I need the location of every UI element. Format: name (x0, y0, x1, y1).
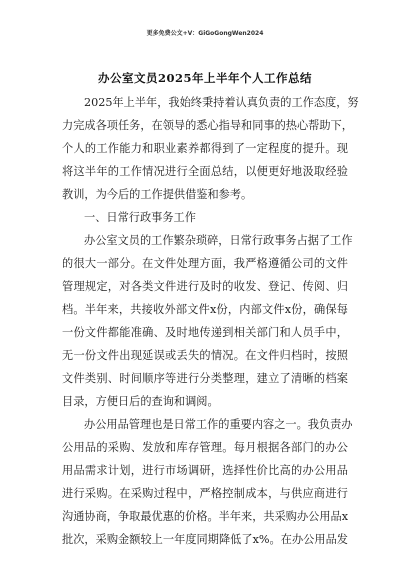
paragraph-line: 批次，采购金额较上一年度同期降低了x%。在办公用品发 (62, 533, 348, 546)
paragraph-line: 无一份文件出现延误或丢失的情况。在文件归档时，按照 (62, 349, 348, 362)
paragraph-line: 管理规定，对各类文件进行及时的收发、登记、传阅、归 (62, 280, 348, 293)
paragraph-line: 将这半年的工作情况进行全面总结，以便更好地汲取经验 (62, 165, 348, 178)
paragraph-line: 目录，方便日后的查询和调阅。 (62, 395, 219, 408)
paragraph-line: 办公室文员的工作繁杂琐碎，日常行政事务占据了工作 (84, 234, 353, 247)
document-title: 办公室文员2025年上半年个人工作总结 (97, 71, 312, 85)
paragraph-line: 办公用品管理也是日常工作的重要内容之一。我负责办 (84, 418, 353, 431)
paragraph-line: 进行采购。在采购过程中，严格控制成本，与供应商进行 (62, 487, 348, 500)
paragraph-line: 力完成各项任务，在领导的悉心指导和同事的热心帮助下， (62, 119, 353, 132)
paragraph-line: 2025年上半年，我始终秉持着认真负责的工作态度，努 (84, 96, 359, 109)
paragraph-line: 文件类别、时间顺序等进行分类整理，建立了清晰的档案 (62, 372, 348, 385)
paragraph-line: 教训，为今后的工作提供借鉴和参考。 (62, 188, 253, 201)
page-header-note: 更多免费公文+V：GiGoGongWen2024 (146, 30, 264, 37)
paragraph-line: 一份文件都能准确、及时地传递到相关部门和人员手中， (62, 326, 348, 339)
paragraph-line: 的很大一部分。在文件处理方面，我严格遵循公司的文件 (62, 257, 348, 270)
paragraph-line: 档。半年来，共接收外部文件x份，内部文件x份，确保每 (62, 303, 348, 316)
paragraph-line: 沟通协商，争取最优惠的价格。半年来，共采购办公用品x (62, 510, 348, 523)
paragraph-line: 公用品的采购、发放和库存管理。每月根据各部门的办公 (62, 441, 348, 454)
paragraph-line: 个人的工作能力和职业素养都得到了一定程度的提升。现 (62, 142, 348, 155)
section-heading: 一、日常行政事务工作 (84, 211, 196, 224)
paragraph-line: 用品需求计划，进行市场调研，选择性价比高的办公用品 (62, 464, 348, 477)
